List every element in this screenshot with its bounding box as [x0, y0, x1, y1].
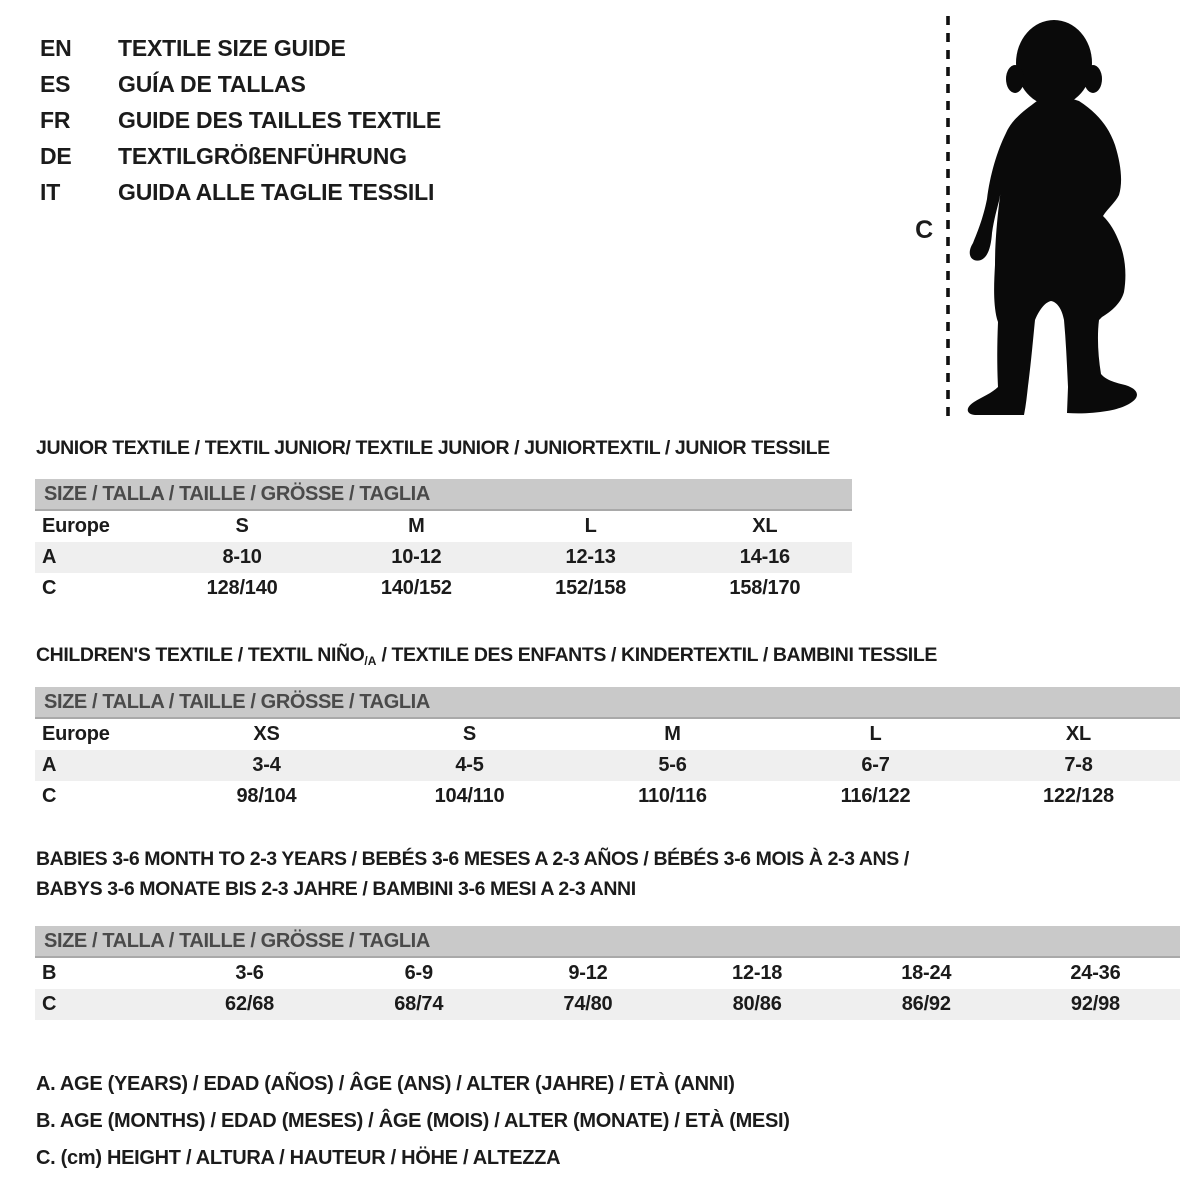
age-cell: 10-12: [391, 546, 442, 568]
size-table-header: SIZE / TALLA / TAILLE / GRÖSSE / TAGLIA: [35, 926, 1180, 958]
row-label: Europe: [42, 515, 110, 537]
size-cell: XL: [752, 515, 778, 537]
children-heading-suffix: / TEXTILE DES ENFANTS / KINDERTEXTIL / BAMBINI TESSILE: [376, 644, 937, 666]
age-cell: 3-6: [235, 962, 264, 984]
language-row: [40, 174, 441, 210]
age-cell: 24-36: [1070, 962, 1121, 984]
children-heading-subscript: /A: [364, 654, 377, 668]
age-cell: 4-5: [455, 754, 484, 776]
height-measure-label: C: [915, 216, 933, 244]
language-row: [40, 66, 441, 102]
junior-section-heading: JUNIOR TEXTILE / TEXTIL JUNIOR/ TEXTILE JUNIOR / JUNIORTEXTIL / JUNIOR TESSILE: [36, 437, 830, 459]
children-section-heading: [36, 644, 937, 668]
height-dashed-line-icon: [944, 16, 952, 417]
legend-line-b: B. AGE (MONTHS) / EDAD (MESES) / ÂGE (MOIS) / ALTER (MONATE) / ETÀ (MESI): [36, 1110, 790, 1132]
height-cell: 104/110: [434, 785, 505, 807]
table-row: [35, 573, 852, 604]
size-cell: L: [584, 515, 597, 537]
measurement-legend: [36, 1066, 790, 1177]
legend-line-c: C. (cm) HEIGHT / ALTURA / HAUTEUR / HÖHE / ALTEZZA: [36, 1147, 561, 1169]
guide-title: GUIDA ALLE TAGLIE TESSILI: [118, 178, 435, 205]
size-cell: M: [408, 515, 425, 537]
children-heading-prefix: CHILDREN'S TEXTILE / TEXTIL NIÑO: [36, 644, 365, 666]
language-title-list: [40, 30, 441, 210]
row-label: B: [42, 962, 57, 984]
language-code: EN: [40, 34, 72, 61]
size-cell: M: [664, 723, 681, 745]
language-code: FR: [40, 106, 71, 133]
row-label: Europe: [42, 723, 110, 745]
language-row: [40, 102, 441, 138]
height-cell: 80/86: [732, 993, 782, 1015]
age-cell: 18-24: [901, 962, 952, 984]
age-cell: 5-6: [658, 754, 687, 776]
size-cell: L: [869, 723, 882, 745]
height-cell: 110/116: [638, 785, 707, 807]
age-cell: 9-12: [568, 962, 608, 984]
age-cell: 14-16: [739, 546, 790, 568]
size-cell: XS: [253, 723, 280, 745]
table-row: [35, 511, 852, 542]
language-row: [40, 30, 441, 66]
babies-heading-line1: BABIES 3-6 MONTH TO 2-3 YEARS / BEBÉS 3-6 MESES A 2-3 AÑOS / BÉBÉS 3-6 MOIS À 2-3 ANS /: [36, 848, 909, 870]
size-table-header: SIZE / TALLA / TAILLE / GRÖSSE / TAGLIA: [35, 479, 852, 511]
legend-line-a: A. AGE (YEARS) / EDAD (AÑOS) / ÂGE (ANS) / ALTER (JAHRE) / ETÀ (ANNI): [36, 1073, 735, 1095]
size-table-header: SIZE / TALLA / TAILLE / GRÖSSE / TAGLIA: [35, 687, 1180, 719]
age-cell: 12-13: [565, 546, 616, 568]
size-cell: S: [462, 723, 477, 745]
row-label: A: [42, 546, 57, 568]
guide-title: GUIDE DES TAILLES TEXTILE: [118, 106, 441, 133]
size-cell: XL: [1065, 723, 1092, 745]
age-cell: 3-4: [252, 754, 281, 776]
toddler-silhouette-icon: [962, 16, 1142, 418]
junior-size-table: [35, 479, 852, 604]
height-cell: 98/104: [236, 785, 297, 807]
age-cell: 8-10: [222, 546, 262, 568]
height-cell: 152/158: [555, 577, 627, 599]
guide-title: TEXTILGRÖßENFÜHRUNG: [118, 142, 407, 169]
height-cell: 158/170: [729, 577, 801, 599]
babies-size-table: [35, 926, 1180, 1020]
row-label: A: [42, 754, 57, 776]
table-row: [35, 719, 1180, 750]
height-cell: 92/98: [1070, 993, 1120, 1015]
age-cell: 6-9: [404, 962, 433, 984]
row-label: C: [42, 785, 57, 807]
height-cell: 128/140: [206, 577, 278, 599]
language-code: IT: [40, 178, 61, 205]
babies-heading-line2: BABYS 3-6 MONATE BIS 2-3 JAHRE / BAMBINI 3-6 MESI A 2-3 ANNI: [36, 878, 636, 900]
height-cell: 62/68: [225, 993, 275, 1015]
height-cell: 140/152: [380, 577, 452, 599]
language-code: DE: [40, 142, 72, 169]
babies-section-heading: [36, 844, 909, 904]
size-cell: S: [235, 515, 249, 537]
height-cell: 116/122: [840, 785, 911, 807]
row-label: C: [42, 577, 57, 599]
height-cell: 86/92: [901, 993, 951, 1015]
guide-title: GUÍA DE TALLAS: [118, 70, 306, 97]
age-cell: 7-8: [1064, 754, 1093, 776]
age-cell: 6-7: [861, 754, 890, 776]
height-cell: 68/74: [394, 993, 444, 1015]
height-cell: 122/128: [1043, 785, 1114, 807]
language-row: [40, 138, 441, 174]
table-row: [35, 781, 1180, 812]
table-row: [35, 750, 1180, 781]
age-cell: 12-18: [732, 962, 783, 984]
table-row: [35, 958, 1180, 989]
row-label: C: [42, 993, 57, 1015]
guide-title: TEXTILE SIZE GUIDE: [118, 34, 346, 61]
height-cell: 74/80: [563, 993, 613, 1015]
language-code: ES: [40, 70, 71, 97]
table-row: [35, 989, 1180, 1020]
table-row: [35, 542, 852, 573]
children-size-table: [35, 687, 1180, 812]
